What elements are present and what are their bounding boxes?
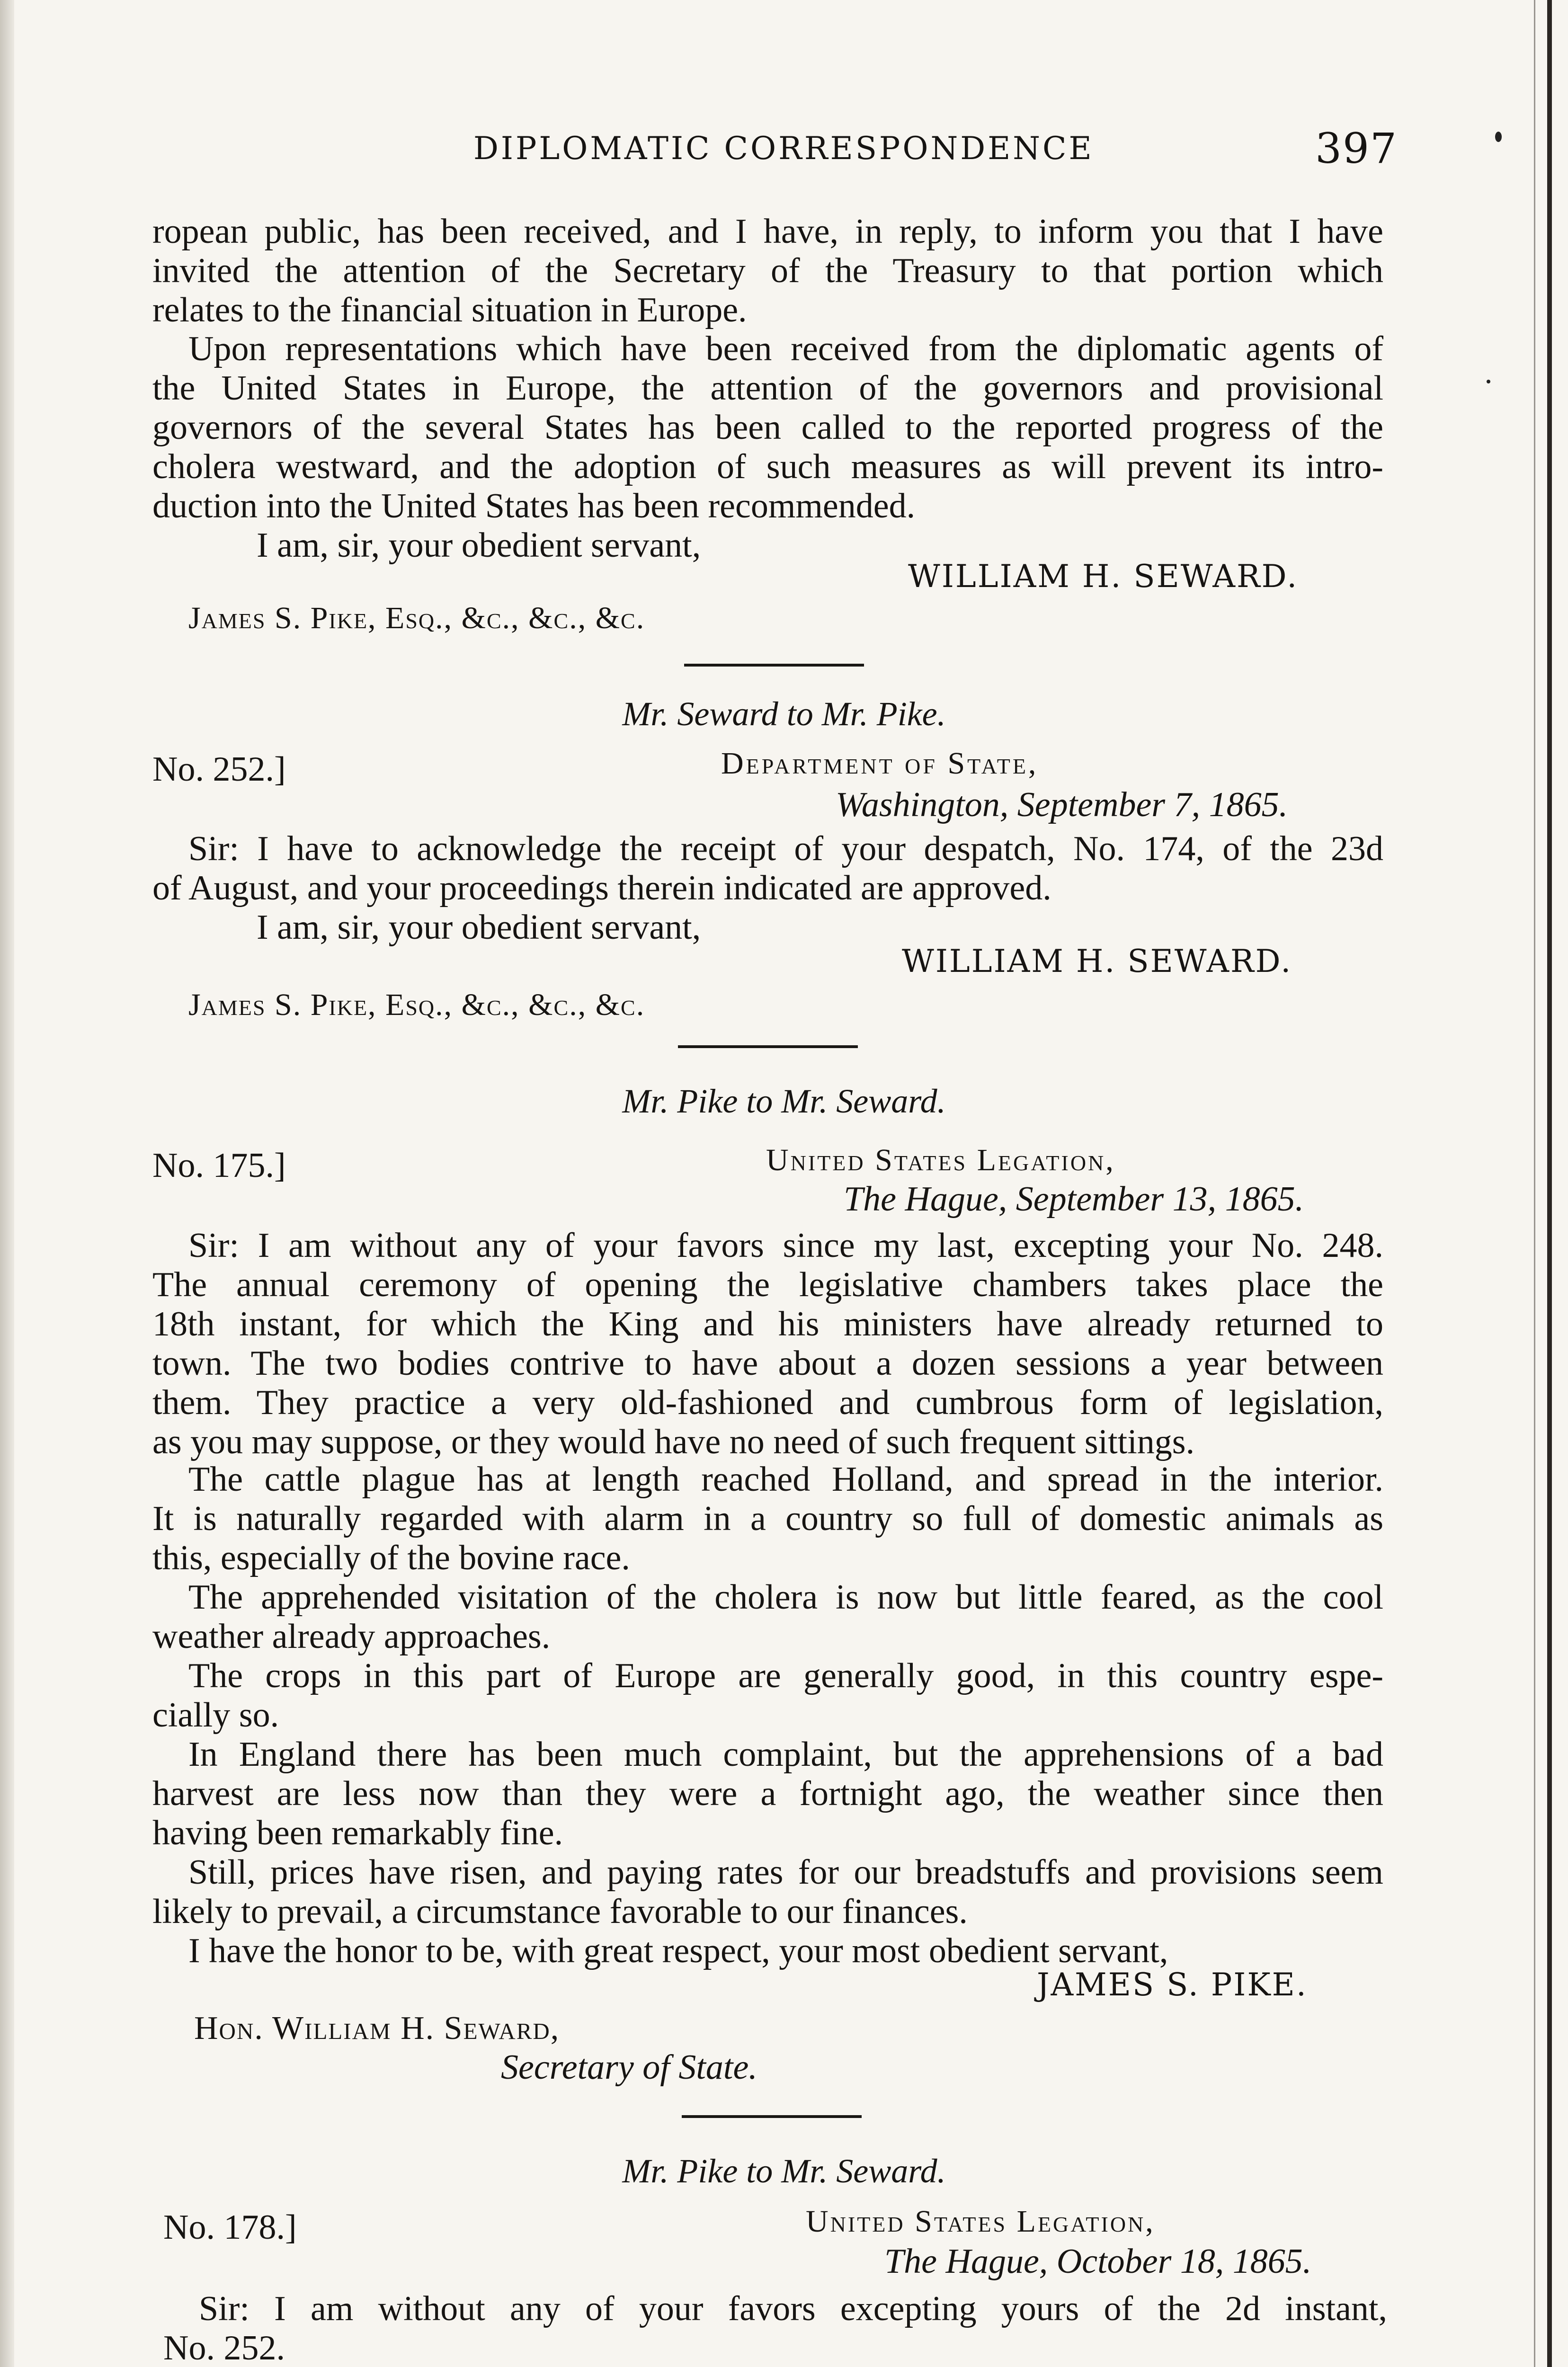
text-line: the United States in Europe, the attention of the governors and provisional (152, 369, 1383, 408)
text-line: having been remarkably fine. (152, 1814, 563, 1852)
text-line: this, especially of the bovine race. (152, 1539, 630, 1577)
section-divider (684, 664, 864, 667)
letter-title: Mr. Pike to Mr. Seward. (622, 2152, 946, 2190)
text-line: relates to the financial situation in Europe. (152, 291, 747, 329)
page-edge-right (1547, 0, 1552, 2367)
text-line: The apprehended visitation of the cholera is now but little feared, as the cool (188, 1578, 1383, 1617)
text-line: town. The two bodies contrive to have about a dozen sessions a year between (152, 1344, 1383, 1383)
place-date: The Hague, September 13, 1865. (844, 1180, 1304, 1219)
text-line: cially so. (152, 1696, 279, 1735)
signature: JAMES S. PIKE. (1037, 1967, 1308, 2003)
addressee-line: James S. Pike, Esq., &c., &c., &c. (188, 988, 645, 1022)
signature: WILLIAM H. SEWARD. (908, 558, 1299, 595)
closing-line: I am, sir, your obedient servant, (257, 908, 701, 947)
closing-line: I am, sir, your obedient servant, (257, 526, 701, 565)
text-line: as you may suppose, or they would have no need of such frequent sittings. (152, 1423, 1195, 1461)
letter-number: No. 175.] (152, 1146, 286, 1185)
text-line: cholera westward, and the adoption of such measures as will prevent its intro- (152, 447, 1383, 486)
closing-line: I have the honor to be, with great respect, your most obedient servant, (188, 1931, 1168, 1970)
text-line: likely to prevail, a circumstance favorable to our finances. (152, 1892, 968, 1931)
text-line: Upon representations which have been received from the diplomatic agents of (188, 329, 1383, 368)
text-line: duction into the United States has been recommended. (152, 487, 916, 525)
text-line: 18th instant, for which the King and his ministers have already returned to (152, 1305, 1383, 1344)
text-line: The annual ceremony of opening the legislative chambers takes place the (152, 1265, 1383, 1304)
sender-office: Department of State, (721, 746, 1039, 781)
text-line: Sir: I am without any of your favors since my last, excepting your No. 248. (188, 1226, 1383, 1265)
text-line: The cattle plague has at length reached Holland, and spread in the interior. (188, 1460, 1383, 1499)
sender-office: United States Legation, (766, 1143, 1115, 1177)
page-edge-left (0, 0, 14, 2367)
page-number: 397 (1315, 124, 1398, 173)
ink-speck (1495, 132, 1502, 142)
section-divider (682, 2115, 862, 2118)
addressee-title: Secretary of State. (501, 2048, 757, 2087)
place-date: The Hague, October 18, 1865. (884, 2242, 1312, 2281)
letter-number: No. 178.] (163, 2208, 297, 2247)
ink-speck (1487, 380, 1490, 383)
running-header: DIPLOMATIC CORRESPONDENCE (473, 130, 1094, 167)
text-line: of August, and your proceedings therein indicated are approved. (152, 869, 1051, 908)
text-line: Sir: I am without any of your favors excepting yours of the 2d instant, (199, 2289, 1387, 2328)
text-line: ropean public, has been received, and I have, in reply, to inform you that I have (152, 212, 1383, 251)
text-line: harvest are less now than they were a fortnight ago, the weather since then (152, 1774, 1383, 1813)
text-line: It is naturally regarded with alarm in a country so full of domestic animals as (152, 1499, 1383, 1538)
text-line: governors of the several States has been called to the reported progress of the (152, 408, 1383, 447)
letter-number: No. 252.] (152, 750, 286, 789)
text-line: them. They practice a very old-fashioned and cumbrous form of legislation, (152, 1383, 1383, 1422)
section-divider (678, 1045, 858, 1048)
signature: WILLIAM H. SEWARD. (902, 943, 1292, 979)
addressee-line: Hon. William H. Seward, (194, 2010, 560, 2047)
text-line: In England there has been much complaint, but the apprehensions of a bad (188, 1735, 1383, 1774)
letter-title: Mr. Pike to Mr. Seward. (622, 1082, 946, 1120)
text-line: The crops in this part of Europe are generally good, in this country espe- (188, 1656, 1383, 1695)
text-line: weather already approaches. (152, 1617, 551, 1656)
text-line: Sir: I have to acknowledge the receipt of your despatch, No. 174, of the 23d (188, 829, 1383, 868)
text-line: invited the attention of the Secretary of the Treasury to that portion which (152, 251, 1383, 290)
text-line: No. 252. (163, 2329, 285, 2367)
page-gutter-line (1534, 0, 1535, 2367)
letter-title: Mr. Seward to Mr. Pike. (622, 695, 946, 733)
sender-office: United States Legation, (806, 2204, 1155, 2239)
place-date: Washington, September 7, 1865. (836, 785, 1288, 824)
text-line: Still, prices have risen, and paying rates for our breadstuffs and provisions seem (188, 1853, 1383, 1892)
addressee-line: James S. Pike, Esq., &c., &c., &c. (188, 601, 645, 635)
